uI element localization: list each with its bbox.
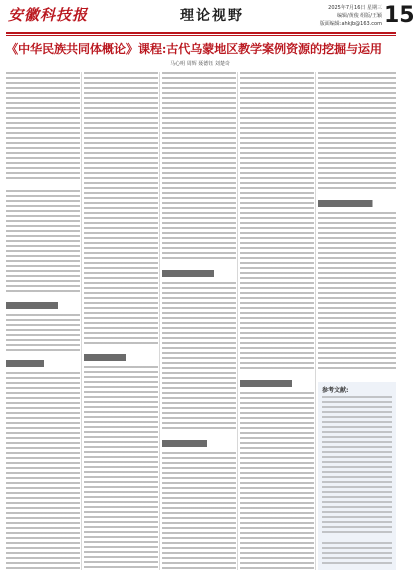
article-byline: 马心明 周辉 聂德钰 刘楚奇: [170, 61, 230, 67]
issue-date: 2025年7月16日 星期三: [328, 5, 382, 11]
body-text-block: [6, 190, 80, 294]
column-divider: [159, 72, 160, 570]
subheading: [6, 302, 80, 309]
newspaper-masthead: 安徽科技报: [8, 6, 89, 24]
email-line: 版面编辑:ahkjb@163.com: [319, 21, 382, 27]
body-text-block: [84, 366, 158, 570]
section-title: 理论视野: [180, 8, 244, 24]
body-text-block: [162, 72, 236, 262]
header-rule-thin: [6, 35, 396, 36]
body-text-block: [240, 72, 314, 372]
body-text-block: [240, 392, 314, 570]
body-text-block: [6, 372, 80, 570]
body-text-block: [6, 314, 80, 354]
references-list: [322, 396, 392, 536]
subheading: [6, 360, 60, 367]
column-divider: [237, 72, 238, 570]
author-bio: [322, 542, 392, 564]
body-text-block: [6, 72, 80, 182]
header-rule: [6, 32, 396, 34]
subheading: [318, 200, 396, 207]
subheading: [84, 354, 144, 361]
article-column-1: [6, 72, 80, 570]
page-header: [0, 0, 415, 38]
editor-line: 编辑/黄俊 组版/王颖: [337, 13, 382, 19]
article-column-2: [84, 72, 158, 570]
subheading: [240, 380, 314, 387]
body-text-block: [318, 212, 396, 372]
subheading: [162, 270, 236, 277]
article-headline: 《中华民族共同体概论》课程:古代乌蒙地区教学案例资源的挖掘与运用: [6, 42, 382, 56]
column-divider: [81, 72, 82, 570]
references-box: [318, 382, 396, 570]
article-column-4: [240, 72, 314, 570]
page-number: 15: [384, 3, 415, 28]
subheading: [162, 440, 226, 447]
references-title: 参考文献:: [322, 387, 349, 394]
body-text-block: [162, 452, 236, 570]
body-text-block: [162, 282, 236, 432]
body-text-block: [84, 72, 158, 347]
body-text-block: [318, 72, 396, 192]
issue-info: [306, 4, 382, 28]
column-divider: [315, 72, 316, 570]
article-column-3: [162, 72, 236, 570]
